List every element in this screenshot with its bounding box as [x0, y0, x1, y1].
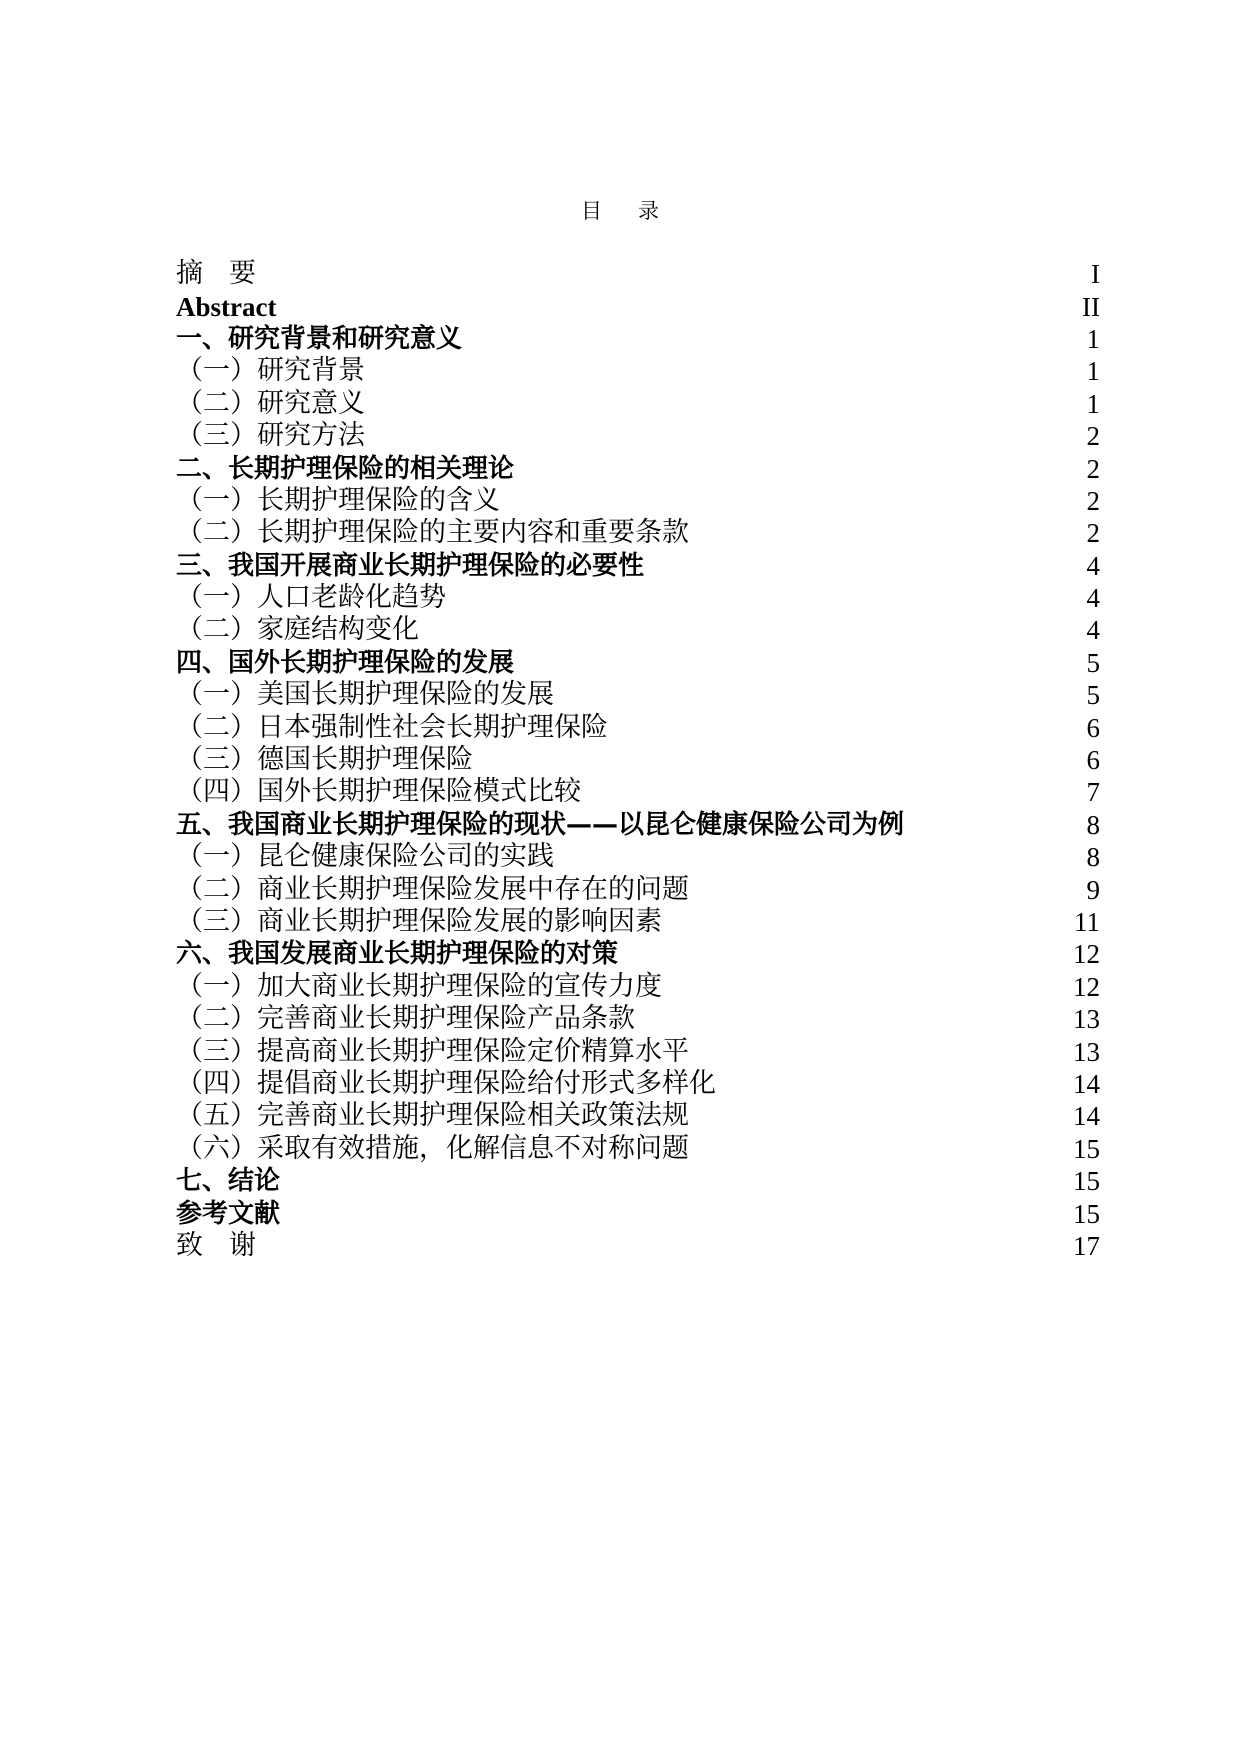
- toc-entry[interactable]: [176, 388, 1100, 420]
- toc-entry-title: （二）长期护理保险的主要内容和重要条款: [176, 517, 689, 549]
- toc-entry[interactable]: [176, 711, 1100, 743]
- toc-entry-title: （三）研究方法: [176, 420, 365, 452]
- toc-entry-title: （一）昆仑健康保险公司的实践: [176, 841, 554, 873]
- toc-entry-title: （四）提倡商业长期护理保险给付形式多样化: [176, 1067, 716, 1099]
- toc-entry-title: （一）加大商业长期护理保险的宣传力度: [176, 970, 662, 1002]
- toc-entry[interactable]: [176, 258, 1100, 290]
- toc-entry-page-number: 1: [1086, 356, 1100, 387]
- toc-entry[interactable]: [176, 744, 1100, 776]
- toc-entry-page-number: 13: [1073, 1036, 1100, 1067]
- toc-entry[interactable]: [176, 1003, 1100, 1035]
- toc-entry-title: （四）国外长期护理保险模式比较: [176, 776, 581, 808]
- toc-entry-page-number: 6: [1086, 745, 1100, 776]
- toc-entry[interactable]: [176, 1035, 1100, 1067]
- toc-entry-title: （一）人口老龄化趋势: [176, 582, 446, 614]
- toc-list: [176, 258, 1100, 1262]
- toc-entry-page-number: 14: [1073, 1101, 1100, 1132]
- toc-entry-page-number: 9: [1086, 874, 1100, 905]
- toc-entry[interactable]: [176, 1100, 1100, 1132]
- toc-entry[interactable]: [176, 679, 1100, 711]
- toc-entry[interactable]: [176, 647, 1100, 679]
- toc-entry-page-number: 1: [1086, 323, 1100, 354]
- toc-entry[interactable]: [176, 809, 1100, 841]
- toc-entry-page-number: II: [1082, 291, 1100, 322]
- toc-entry-page-number: 5: [1086, 680, 1100, 711]
- toc-entry-page-number: 1: [1086, 388, 1100, 419]
- toc-entry-page-number: 2: [1086, 518, 1100, 549]
- toc-entry-page-number: 8: [1086, 842, 1100, 873]
- toc-entry[interactable]: [176, 485, 1100, 517]
- toc-entry[interactable]: [176, 1068, 1100, 1100]
- toc-entry[interactable]: [176, 323, 1100, 355]
- toc-entry[interactable]: [176, 1165, 1100, 1197]
- toc-entry-title: （三）提高商业长期护理保险定价精算水平: [176, 1035, 689, 1067]
- toc-entry[interactable]: [176, 582, 1100, 614]
- toc-entry-title: （六）采取有效措施，化解信息不对称问题: [176, 1132, 689, 1164]
- toc-entry-title: 四、国外长期护理保险的发展: [176, 647, 515, 678]
- toc-entry-title: （一）美国长期护理保险的发展: [176, 679, 554, 711]
- toc-entry[interactable]: [176, 452, 1100, 484]
- toc-entry-title: （二）日本强制性社会长期护理保险: [176, 711, 608, 743]
- toc-entry-page-number: I: [1091, 259, 1100, 290]
- toc-entry[interactable]: [176, 906, 1100, 938]
- toc-entry-title: 参考文献: [176, 1198, 281, 1229]
- toc-entry[interactable]: [176, 1133, 1100, 1165]
- toc-entry-title: （二）完善商业长期护理保险产品条款: [176, 1003, 635, 1035]
- toc-entry-title: 一、研究背景和研究意义: [176, 323, 463, 354]
- toc-entry[interactable]: [176, 614, 1100, 646]
- toc-entry-page-number: 15: [1073, 1133, 1100, 1164]
- toc-entry[interactable]: [176, 517, 1100, 549]
- toc-entry-page-number: 2: [1086, 421, 1100, 452]
- toc-entry-title: 五、我国商业长期护理保险的现状——以昆仑健康保险公司为例: [176, 809, 905, 840]
- toc-entry-title: 七、结论: [176, 1166, 281, 1197]
- toc-entry-page-number: 4: [1086, 615, 1100, 646]
- toc-entry-title: （一）研究背景: [176, 355, 365, 387]
- toc-entry-page-number: 13: [1073, 1004, 1100, 1035]
- toc-entry-title: Abstract: [176, 291, 277, 322]
- toc-entry-page-number: 14: [1073, 1068, 1100, 1099]
- toc-entry[interactable]: [176, 841, 1100, 873]
- toc-heading: 目录: [581, 199, 695, 223]
- toc-entry-page-number: 15: [1073, 1198, 1100, 1229]
- toc-entry[interactable]: [176, 971, 1100, 1003]
- toc-entry-page-number: 7: [1086, 777, 1100, 808]
- toc-entry-title: （二）家庭结构变化: [176, 614, 419, 646]
- toc-entry-page-number: 12: [1073, 939, 1100, 970]
- toc-entry-title: 三、我国开展商业长期护理保险的必要性: [176, 550, 645, 581]
- toc-entry[interactable]: [176, 938, 1100, 970]
- toc-entry-page-number: 12: [1073, 971, 1100, 1002]
- toc-entry-title: （三）德国长期护理保险: [176, 744, 473, 776]
- toc-entry-title: （五）完善商业长期护理保险相关政策法规: [176, 1100, 689, 1132]
- toc-entry[interactable]: [176, 550, 1100, 582]
- toc-entry[interactable]: [176, 1197, 1100, 1229]
- toc-entry-title: （二）研究意义: [176, 387, 365, 419]
- toc-entry-page-number: 15: [1073, 1166, 1100, 1197]
- toc-entry-title: （三）商业长期护理保险发展的影响因素: [176, 906, 662, 937]
- toc-entry-page-number: 11: [1074, 907, 1100, 937]
- toc-entry[interactable]: [176, 1230, 1100, 1262]
- toc-entry-page-number: 2: [1086, 485, 1100, 516]
- toc-entry-page-number: 6: [1086, 712, 1100, 743]
- toc-entry-page-number: 4: [1086, 550, 1100, 581]
- toc-entry-title: （二）商业长期护理保险发展中存在的问题: [176, 873, 689, 905]
- toc-entry[interactable]: [176, 420, 1100, 452]
- toc-entry-title: （一）长期护理保险的含义: [176, 484, 500, 516]
- toc-entry[interactable]: [176, 355, 1100, 387]
- toc-entry-title: 致谢: [176, 1229, 282, 1261]
- toc-entry-page-number: 5: [1086, 647, 1100, 678]
- toc-entry[interactable]: [176, 873, 1100, 905]
- toc-entry-title: 摘要: [176, 258, 282, 290]
- toc-entry-title: 二、长期护理保险的相关理论: [176, 453, 515, 484]
- toc-entry-page-number: 8: [1086, 809, 1100, 840]
- toc-entry[interactable]: [176, 290, 1100, 322]
- toc-entry-page-number: 17: [1073, 1230, 1100, 1261]
- toc-entry-page-number: 4: [1086, 583, 1100, 614]
- toc-entry-title: 六、我国发展商业长期护理保险的对策: [176, 939, 619, 970]
- toc-entry[interactable]: [176, 776, 1100, 808]
- toc-entry-page-number: 2: [1086, 453, 1100, 484]
